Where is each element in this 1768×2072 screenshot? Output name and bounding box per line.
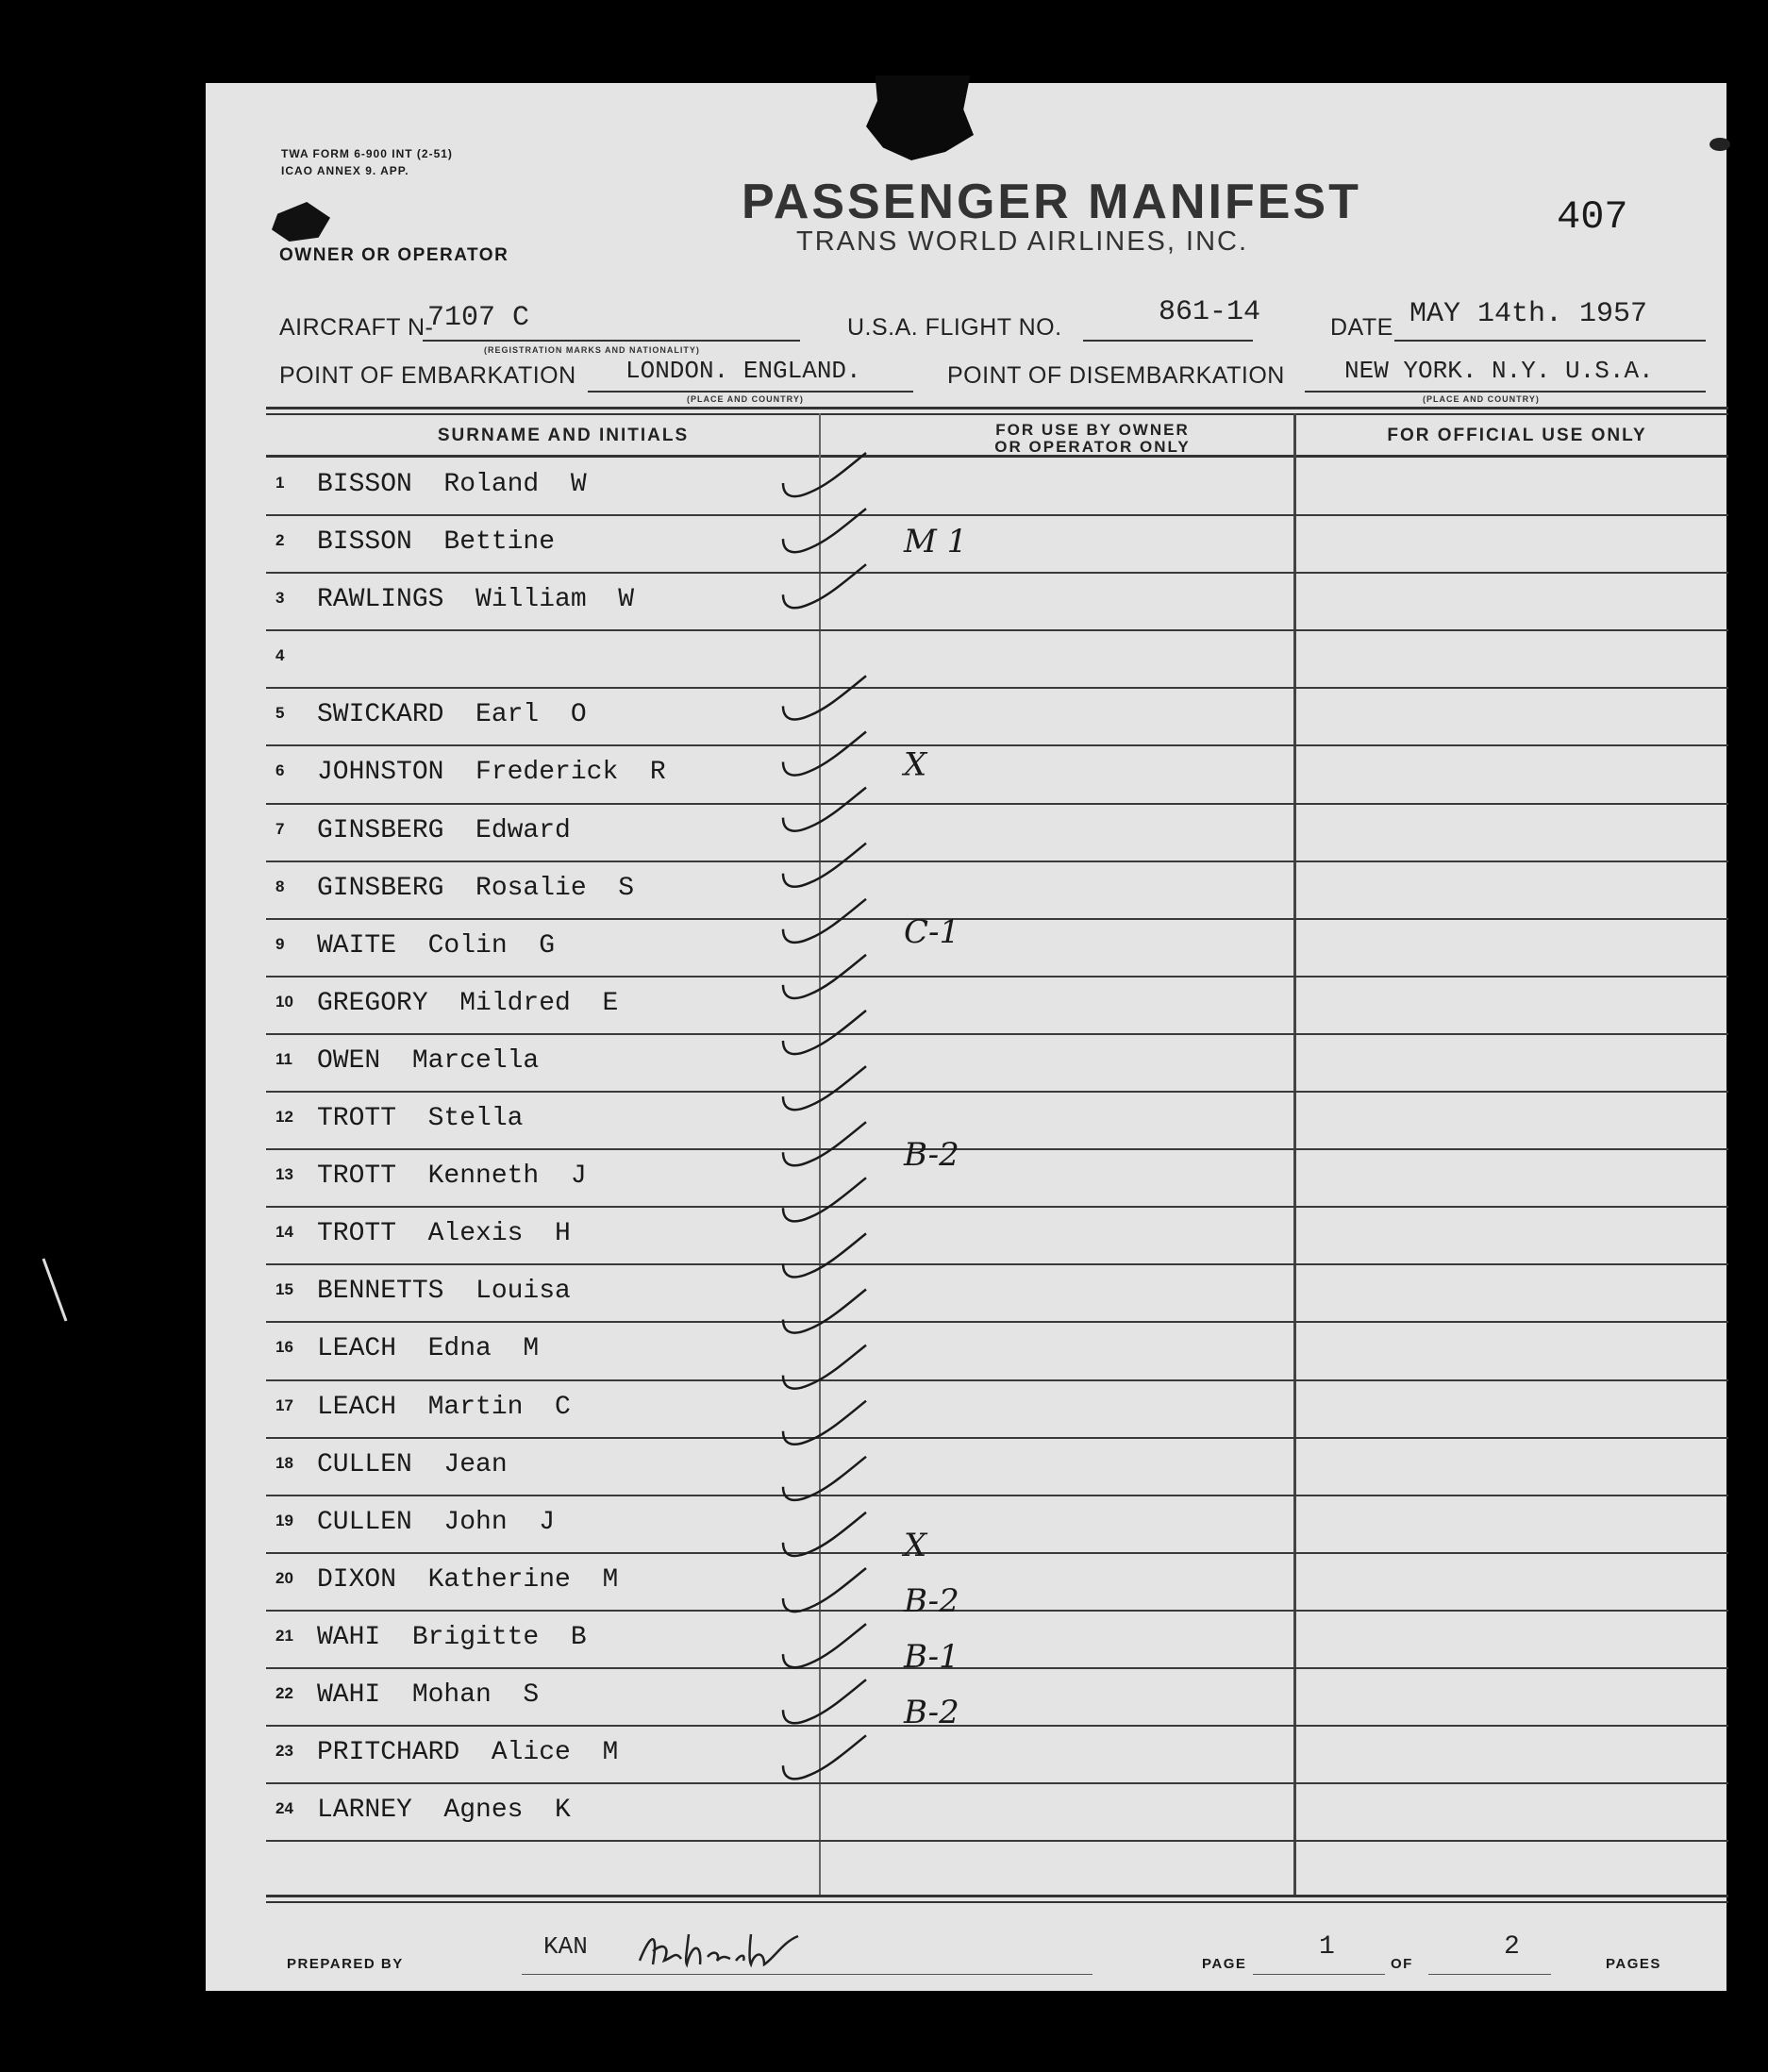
disembark-note: (PLACE AND COUNTRY) [1423,394,1540,404]
row-number: 15 [275,1280,293,1299]
page-title: PASSENGER MANIFEST [742,175,1361,229]
passenger-name: TROTT Kenneth J [317,1161,587,1192]
aircraft-label: AIRCRAFT N- [279,314,434,341]
owner-use-header-1: FOR USE BY OWNER [995,421,1190,439]
checkmark [783,1401,866,1445]
handwritten-note: B-2 [904,1694,959,1732]
handwritten-note: B-1 [904,1638,959,1677]
checkmark [783,788,866,831]
checkmark [783,564,866,608]
table-rule-bottom2 [266,1901,1728,1903]
table-rule-bottom [266,1895,1728,1897]
row-number: 19 [275,1511,293,1529]
passenger-name: CULLEN Jean [317,1449,508,1479]
checkmark [783,899,866,943]
passenger-name: WAHI Mohan S [317,1679,540,1710]
passenger-name: LEACH Edna M [317,1334,540,1364]
manifest-page [206,83,1726,1991]
icao-ref: ICAO ANNEX 9. APP. [281,164,409,177]
document-number: 407 [1557,194,1628,240]
handwritten-note: B-2 [904,1582,959,1620]
flight-value: 861-14 [1159,296,1261,328]
checkmark [783,1233,866,1277]
row-number: 21 [275,1626,293,1645]
row-number: 13 [275,1165,293,1184]
row-number: 8 [275,877,285,895]
handwritten-marks [206,83,1726,1991]
date-label: DATE [1330,314,1393,341]
checkmark [783,1457,866,1500]
disembarkation-value: NEW YORK. N.Y. U.S.A. [1344,357,1654,385]
checkmark [783,1178,866,1221]
row-number: 11 [275,1049,292,1068]
row-number: 20 [275,1568,293,1587]
row-number: 6 [275,761,285,780]
registration-note: (REGISTRATION MARKS AND NATIONALITY) [484,345,700,355]
passenger-name: BENNETTS Louisa [317,1277,571,1307]
owner-label: OWNER OR OPERATOR [279,245,509,265]
of-underline [1428,1974,1551,1975]
row-number: 16 [275,1338,293,1357]
form-code: TWA FORM 6-900 INT (2-51) [281,147,453,160]
checkmark [783,844,866,887]
passenger-name: SWICKARD Earl O [317,700,587,730]
passenger-name: JOHNSTON Frederick R [317,758,666,788]
passenger-name: WAHI Brigitte B [317,1622,587,1652]
surname-header: SURNAME AND INITIALS [437,426,690,445]
handwritten-note: X [904,1526,927,1564]
passenger-name: BISSON Roland W [317,470,587,499]
handwritten-note: X [904,745,927,784]
prepared-by-label: PREPARED BY [287,1956,404,1972]
passenger-name: GINSBERG Edward [317,815,571,845]
passenger-name: LARNEY Agnes K [317,1796,571,1826]
passenger-name: PRITCHARD Alice M [317,1738,619,1768]
passenger-name: DIXON Katherine M [317,1564,619,1595]
row-number: 14 [275,1223,293,1242]
checkmark [783,1735,866,1779]
passenger-name: TROTT Alexis H [317,1219,571,1249]
passenger-name: TROTT Stella [317,1104,524,1134]
row-number: 3 [275,589,285,608]
date-value: MAY 14th. 1957 [1409,298,1648,330]
prepared-by-value: KAN [543,1932,588,1961]
row-number: 17 [275,1395,293,1414]
row-number: 1 [275,474,285,492]
handwritten-note: M 1 [904,523,968,561]
margin-mark [38,1255,75,1330]
row-number: 7 [275,819,285,838]
handwritten-note: B-2 [904,1136,959,1175]
checkmark [783,1345,866,1389]
checkmark [783,1624,866,1667]
checkmark [783,1679,866,1723]
checkmark [783,453,866,496]
embarkation-value: LONDON. ENGLAND. [625,357,861,385]
passenger-name: GREGORY Mildred E [317,988,619,1018]
row-number: 5 [275,704,285,723]
official-use-header: FOR OFFICIAL USE ONLY [1387,426,1647,445]
disembarkation-label: POINT OF DISEMBARKATION [947,362,1285,389]
owner-use-header-2: OR OPERATOR ONLY [994,438,1191,456]
prepared-underline [522,1974,1092,1975]
row-number: 18 [275,1453,293,1472]
checkmark [783,1568,866,1612]
flight-label: U.S.A. FLIGHT NO. [847,314,1062,341]
of-label: OF [1391,1956,1413,1972]
page-value: 1 [1319,1932,1335,1962]
checkmark [783,1066,866,1110]
passenger-name: GINSBERG Rosalie S [317,873,635,903]
checkmark [783,1290,866,1333]
row-number: 22 [275,1683,293,1702]
of-value: 2 [1504,1932,1520,1962]
checkmark [783,732,866,776]
passenger-name: BISSON Bettine [317,527,556,558]
passenger-name: CULLEN John J [317,1507,556,1537]
pages-label: PAGES [1606,1956,1661,1972]
passenger-name: WAITE Colin G [317,930,556,961]
checkmark [783,509,866,552]
row-number: 23 [275,1742,293,1761]
handwritten-note: C-1 [904,912,960,951]
checkmark [783,1122,866,1165]
row-number: 12 [275,1108,293,1127]
passenger-name: RAWLINGS William W [317,585,635,615]
page-label: PAGE [1202,1956,1247,1972]
page-underline [1253,1974,1385,1975]
row-number: 24 [275,1799,293,1818]
checkmark [783,1512,866,1556]
row-number: 9 [275,934,285,953]
passenger-name: OWEN Marcella [317,1045,540,1076]
row-number: 4 [275,646,285,665]
passenger-name: LEACH Martin C [317,1392,571,1422]
signature [632,1923,811,1980]
aircraft-value: 7107 C [427,302,530,334]
airline-name: TRANS WORLD AIRLINES, INC. [796,226,1249,257]
row-number: 10 [275,992,293,1011]
embark-note: (PLACE AND COUNTRY) [687,394,804,404]
embarkation-label: POINT OF EMBARKATION [279,362,576,389]
checkmark [783,1011,866,1054]
checkmark [783,676,866,719]
checkmark [783,955,866,998]
row-number: 2 [275,531,285,550]
